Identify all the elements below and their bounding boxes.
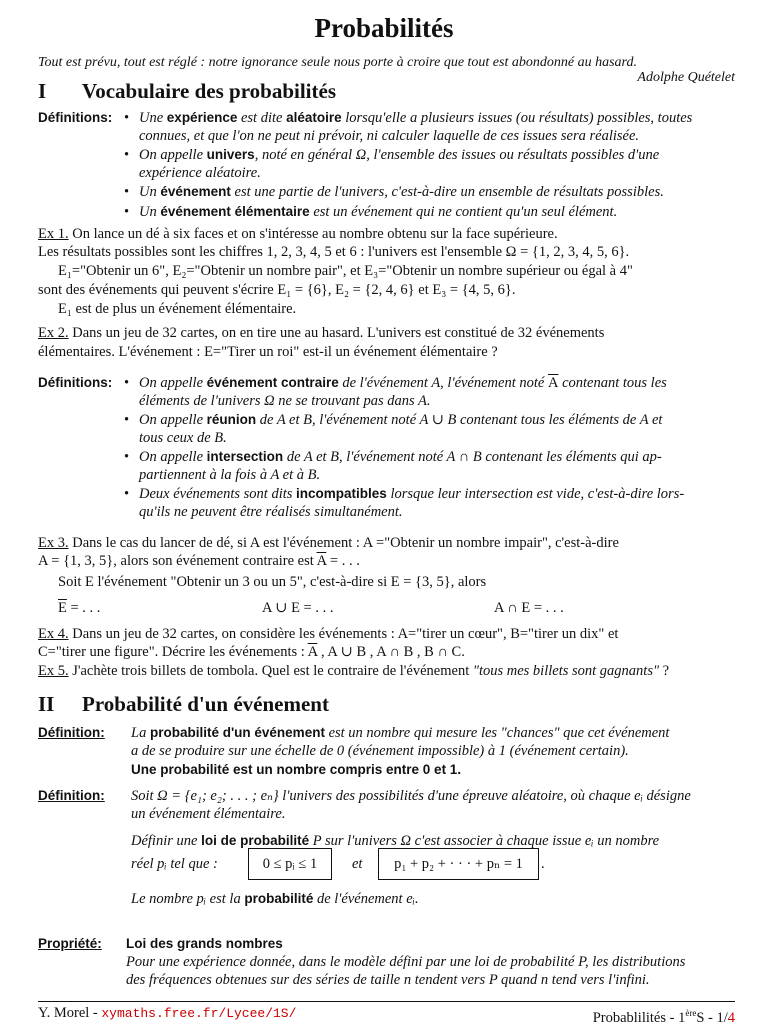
conjunction: et: [352, 856, 363, 872]
formula-box: 0 ≤ pᵢ ≤ 1: [248, 848, 332, 880]
exercise-5: Ex 5. J'achète trois billets de tombola. Quel est le contraire de l'événement "tous mes billets sont gagnants" ?: [38, 663, 670, 679]
section-number: II: [38, 692, 55, 716]
definition-text: a de se produire sur une échelle de 0 (événement impossible) à 1 (événement certain).: [131, 743, 629, 759]
exercise-text: élémentaires. L'événement : E="Tirer un roi" est-il un événement élémentaire ?: [38, 344, 498, 360]
definition-label: Définition:: [38, 725, 105, 740]
period: .: [541, 856, 545, 872]
exercise-label: Ex 2.: [38, 325, 69, 341]
definition-item: Un événement est une partie de l'univers, c'est-à-dire un ensemble de résultats possibles.: [139, 184, 664, 200]
footer-author: Y. Morel -: [38, 1005, 102, 1021]
definition-item: On appelle réunion de A et B, l'événement noté A ∪ B contenant tous les éléments de A et: [139, 412, 663, 428]
exercise-label: Ex 4.: [38, 626, 69, 642]
exercise-3: Ex 3. Dans le cas du lancer de dé, si A est l'événement : A ="Obtenir un nombre impair", c'est-à-dire: [38, 535, 619, 551]
bullet: •: [124, 184, 130, 200]
exercise-label: Ex 3.: [38, 535, 69, 551]
footer-link[interactable]: xymaths.free.fr/Lycee/1S/: [101, 1006, 297, 1021]
definitions-label: Définitions:: [38, 375, 113, 390]
property-label: Propriété:: [38, 936, 102, 951]
property-title: Loi des grands nombres: [126, 936, 283, 951]
exercise-text: E₁ est de plus un événement élémentaire.: [58, 301, 297, 317]
section-heading: [38, 692, 329, 716]
exercise-label: Ex 5.: [38, 663, 69, 679]
definition-item: On appelle univers, noté en général Ω, l'ensemble des issues ou résultats possibles d'une: [139, 147, 660, 163]
page-number-link[interactable]: 4: [727, 1009, 735, 1026]
definition-item-continued: qu'ils ne peuvent être réalisés simultanément.: [139, 504, 403, 520]
definition-item: On appelle événement contraire de l'événement A, l'événement noté $\overline{A}$ contenant tous les: [139, 375, 667, 391]
exercise-2: Ex 2. Dans un jeu de 32 cartes, on en tire une au hasard. L'univers est constitué de 32 événements: [38, 325, 605, 341]
property-text: Pour une expérience donnée, dans le modèle défini par une loi de probabilité P, les distributions: [126, 954, 686, 970]
definition-item-continued: tous ceux de B.: [139, 430, 227, 446]
exercise-text: A = {1, 3, 5}, alors son événement contraire est $\overline{A}$ = . . .: [38, 553, 360, 569]
footer-page-info: Probablilités - 1èreS - 1/4: [592, 1008, 735, 1026]
section-title: Vocabulaire des probabilités: [82, 79, 336, 103]
answer-blank: $\overline{E}$ = . . .: [58, 600, 101, 616]
definition-item: Un événement élémentaire est un événement qui ne contient qu'un seul élément.: [139, 204, 618, 220]
definition-text: réel pᵢ tel que :: [131, 856, 218, 872]
definition-item-continued: expérience aléatoire.: [139, 165, 261, 181]
bullet: •: [124, 147, 130, 163]
exercise-1: Ex 1. On lance un dé à six faces et on s'intéresse au nombre obtenu sur la face supérieure.: [38, 226, 558, 242]
bullet: •: [124, 412, 130, 428]
exercise-label: Ex 1.: [38, 226, 69, 242]
definition-item: Deux événements sont dits incompatibles lorsque leur intersection est vide, c'est-à-dire lors-: [139, 486, 685, 502]
answer-blank: A ∩ E = . . .: [494, 600, 564, 616]
epigraph-quote: Tout est prévu, tout est réglé : notre ignorance seule nous porte à croire que tout est abondonné au hasard.: [38, 55, 637, 70]
definition-item-continued: partiennent à la fois à A et à B.: [139, 467, 321, 483]
definitions-label: Définitions:: [38, 110, 113, 125]
section-heading: [38, 79, 336, 103]
section-title: Probabilité d'un événement: [82, 692, 329, 716]
definition-text: un événement élémentaire.: [131, 806, 286, 822]
exercise-text: Les résultats possibles sont les chiffres 1, 2, 3, 4, 5 et 6 : l'univers est l'ensemble Ω = {1, 2, 3, 4, 5, 6}.: [38, 244, 630, 260]
definition-item: Une expérience est dite aléatoire lorsqu'elle a plusieurs issues (ou résultats) possibles, toutes: [139, 110, 693, 126]
property-text: des fréquences obtenues sur des séries de taille n tendent vers P quand n tend vers l'infini.: [126, 972, 650, 988]
definition-item-continued: éléments de l'univers Ω ne se trouvant pas dans A.: [139, 393, 431, 409]
definition-item: On appelle intersection de A et B, l'événement noté A ∩ B contenant les éléments qui ap-: [139, 449, 662, 465]
formula-box: p₁ + p₂ + · · · + pₙ = 1: [378, 848, 539, 880]
exercise-text: sont des événements qui peuvent s'écrire E₁ = {6}, E₂ = {2, 4, 6} et E₃ = {4, 5, 6}.: [38, 282, 516, 298]
exercise-text: E₁="Obtenir un 6", E₂="Obtenir un nombre pair", et E₃="Obtenir un nombre supérieur ou égal à 4": [58, 263, 633, 279]
definition-text: Le nombre pᵢ est la probabilité de l'événement eᵢ.: [131, 891, 419, 907]
bullet: •: [124, 449, 130, 465]
definition-text: Soit Ω = {e₁; e₂; . . . ; eₙ} l'univers des possibilités d'une épreuve aléatoire, où chaque eᵢ désigne: [131, 788, 691, 804]
definition-label: Définition:: [38, 788, 105, 803]
page-footer: [38, 1001, 735, 1027]
page-title: Probabilités: [314, 13, 454, 43]
definition-text: La probabilité d'un événement est un nombre qui mesure les "chances" que cet événement: [131, 725, 670, 741]
exercise-text: C="tirer une figure". Décrire les événements : $\overline{A}$ , A ∪ B , A ∩ B , B ∩ C.: [38, 644, 465, 660]
bullet: •: [124, 486, 130, 502]
bullet: •: [124, 204, 130, 220]
answer-blank: A ∪ E = . . .: [262, 600, 334, 616]
bullet: •: [124, 110, 130, 126]
definition-emphasis: Une probabilité est un nombre compris entre 0 et 1.: [131, 762, 462, 777]
definition-item-continued: connues, et que l'on ne peut ni prévoir, ni calculer laquelle de ces issues sera réalisée.: [139, 128, 640, 144]
exercise-4: Ex 4. Dans un jeu de 32 cartes, on considère les événements : A="tirer un cœur", B="tirer un dix" et: [38, 626, 619, 642]
epigraph-author: Adolphe Quételet: [637, 70, 735, 85]
bullet: •: [124, 375, 130, 391]
definition-text: Définir une loi de probabilité P sur l'univers Ω c'est associer à chaque issue eᵢ un nombre: [131, 833, 660, 849]
section-number: I: [38, 79, 47, 103]
exercise-text: Soit E l'événement "Obtenir un 3 ou un 5", c'est-à-dire si E = {3, 5}, alors: [58, 574, 487, 590]
